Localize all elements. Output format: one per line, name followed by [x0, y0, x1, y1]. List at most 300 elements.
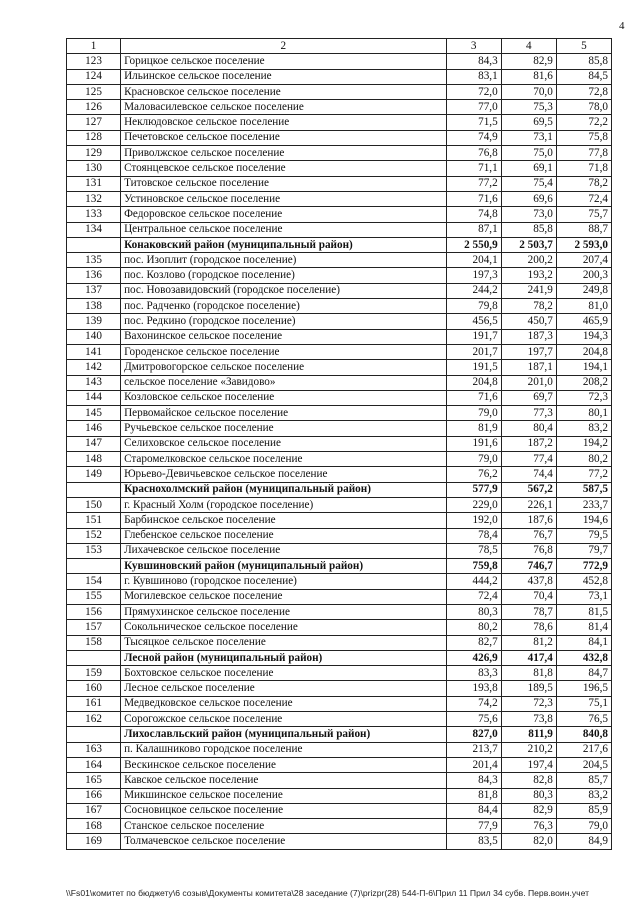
table-row — [67, 54, 612, 69]
value-col-3-cell: 2 550,9 — [446, 237, 501, 252]
settlement-name-cell: пос. Новозавидовский (городское поселение) — [121, 283, 447, 298]
row-number-cell: 155 — [67, 589, 121, 604]
value-col-4-cell: 81,2 — [501, 635, 556, 650]
value-col-5-cell: 207,4 — [556, 253, 611, 268]
row-number-cell: 123 — [67, 54, 121, 69]
table-body — [67, 39, 612, 850]
row-number-cell: 161 — [67, 696, 121, 711]
value-col-5-cell: 77,8 — [556, 146, 611, 161]
value-col-5-cell: 77,2 — [556, 467, 611, 482]
table-row — [67, 283, 612, 298]
value-col-5-cell: 194,6 — [556, 513, 611, 528]
value-col-3-cell: 74,9 — [446, 130, 501, 145]
settlement-name-cell: Кавское сельское поселение — [121, 773, 447, 788]
row-number-cell: 146 — [67, 421, 121, 436]
table-row — [67, 452, 612, 467]
value-col-4-cell: 75,4 — [501, 176, 556, 191]
value-col-3-cell: 191,6 — [446, 436, 501, 451]
value-col-5-cell: 72,2 — [556, 115, 611, 130]
value-col-4-cell: 69,7 — [501, 390, 556, 405]
table-row — [67, 421, 612, 436]
value-col-5-cell: 84,7 — [556, 666, 611, 681]
value-col-3-cell: 72,4 — [446, 589, 501, 604]
table-row — [67, 819, 612, 834]
table-row — [67, 436, 612, 451]
table-row — [67, 390, 612, 405]
page-number: 4 — [619, 20, 625, 32]
value-col-3-cell: 426,9 — [446, 650, 501, 665]
value-col-5-cell: 196,5 — [556, 681, 611, 696]
row-number-cell: 137 — [67, 283, 121, 298]
value-col-4-cell: 82,9 — [501, 54, 556, 69]
row-number-cell: 154 — [67, 574, 121, 589]
row-number-cell: 124 — [67, 69, 121, 84]
settlement-name-cell: Приволжское сельское поселение — [121, 146, 447, 161]
value-col-4-cell: 82,9 — [501, 803, 556, 818]
settlement-name-cell: Маловасилевское сельское поселение — [121, 100, 447, 115]
value-col-4-cell: 78,7 — [501, 604, 556, 619]
value-col-5-cell: 71,8 — [556, 161, 611, 176]
settlement-name-cell: Юрьево-Девичьевское сельское поселение — [121, 467, 447, 482]
row-number-cell: 129 — [67, 146, 121, 161]
value-col-3-cell: 79,8 — [446, 299, 501, 314]
table-row — [67, 528, 612, 543]
value-col-3-cell: 191,5 — [446, 360, 501, 375]
district-row — [67, 559, 612, 574]
table-row — [67, 681, 612, 696]
value-col-4-cell: 73,0 — [501, 207, 556, 222]
settlement-name-cell: Старомелковское сельское поселение — [121, 452, 447, 467]
value-col-3-cell: 79,0 — [446, 406, 501, 421]
value-col-5-cell: 78,2 — [556, 176, 611, 191]
settlement-name-cell: сельское поселение «Завидово» — [121, 375, 447, 390]
table-row — [67, 589, 612, 604]
row-number-cell: 144 — [67, 390, 121, 405]
value-col-3-cell: 76,8 — [446, 146, 501, 161]
value-col-5-cell: 84,1 — [556, 635, 611, 650]
value-col-4-cell: 69,5 — [501, 115, 556, 130]
row-number-cell: 158 — [67, 635, 121, 650]
value-col-3-cell: 84,3 — [446, 773, 501, 788]
value-col-5-cell: 79,7 — [556, 543, 611, 558]
value-col-4-cell: 76,3 — [501, 819, 556, 834]
value-col-3-cell: 79,0 — [446, 452, 501, 467]
value-col-3-cell: 82,7 — [446, 635, 501, 650]
value-col-5-cell: 72,3 — [556, 390, 611, 405]
table-row — [67, 543, 612, 558]
value-col-5-cell: 840,8 — [556, 727, 611, 742]
value-col-4-cell: 187,2 — [501, 436, 556, 451]
value-col-3-cell: 577,9 — [446, 482, 501, 497]
row-number-cell: 132 — [67, 191, 121, 206]
value-col-5-cell: 75,1 — [556, 696, 611, 711]
value-col-4-cell: 73,8 — [501, 712, 556, 727]
value-col-5-cell: 72,4 — [556, 191, 611, 206]
value-col-3-cell: 244,2 — [446, 283, 501, 298]
settlement-name-cell: Сосновицкое сельское поселение — [121, 803, 447, 818]
value-col-5-cell: 84,9 — [556, 834, 611, 849]
settlement-name-cell: Козловское сельское поселение — [121, 390, 447, 405]
value-col-4-cell: 77,3 — [501, 406, 556, 421]
settlement-name-cell: Могилевское сельское поселение — [121, 589, 447, 604]
value-col-5-cell: 80,2 — [556, 452, 611, 467]
value-col-4-cell: 201,0 — [501, 375, 556, 390]
value-col-3-cell: 204,1 — [446, 253, 501, 268]
row-number-cell — [67, 727, 121, 742]
row-number-cell: 152 — [67, 528, 121, 543]
table-row — [67, 161, 612, 176]
value-col-4-cell: 85,8 — [501, 222, 556, 237]
settlement-name-cell: п. Калашниково городское поселение — [121, 742, 447, 757]
table-row — [67, 146, 612, 161]
table-row — [67, 620, 612, 635]
settlement-name-cell: Барбинское сельское поселение — [121, 513, 447, 528]
value-col-4-cell: 2 503,7 — [501, 237, 556, 252]
settlement-name-cell: Бохтовское сельское поселение — [121, 666, 447, 681]
row-number-cell: 150 — [67, 497, 121, 512]
table-row — [67, 513, 612, 528]
value-col-5-cell: 85,9 — [556, 803, 611, 818]
table-row — [67, 406, 612, 421]
table-row — [67, 666, 612, 681]
value-col-5-cell: 208,2 — [556, 375, 611, 390]
value-col-3-cell: 444,2 — [446, 574, 501, 589]
value-col-3-cell: 71,6 — [446, 390, 501, 405]
row-number-cell: 160 — [67, 681, 121, 696]
value-col-3-cell: 204,8 — [446, 375, 501, 390]
table-row — [67, 329, 612, 344]
table-row — [67, 467, 612, 482]
value-col-4-cell: 437,8 — [501, 574, 556, 589]
settlement-name-cell: Конаковский район (муниципальный район) — [121, 237, 447, 252]
settlement-name-cell: Лихачевское сельское поселение — [121, 543, 447, 558]
table-row — [67, 207, 612, 222]
value-col-3-cell: 87,1 — [446, 222, 501, 237]
row-number-cell: 148 — [67, 452, 121, 467]
row-number-cell: 143 — [67, 375, 121, 390]
value-col-3-cell: 80,2 — [446, 620, 501, 635]
settlement-name-cell: Сокольническое сельское поселение — [121, 620, 447, 635]
value-col-5-cell: 432,8 — [556, 650, 611, 665]
settlement-name-cell: Стоянцевское сельское поселение — [121, 161, 447, 176]
value-col-3-cell: 827,0 — [446, 727, 501, 742]
settlement-name-cell: Медведковское сельское поселение — [121, 696, 447, 711]
value-col-5-cell: 80,1 — [556, 406, 611, 421]
table-row — [67, 84, 612, 99]
settlement-name-cell: Сорогожское сельское поселение — [121, 712, 447, 727]
header-col-1: 1 — [67, 39, 121, 54]
district-row — [67, 727, 612, 742]
value-col-4-cell: 187,6 — [501, 513, 556, 528]
value-col-4-cell: 75,0 — [501, 146, 556, 161]
settlement-name-cell: г. Кувшиново (городское поселение) — [121, 574, 447, 589]
settlement-name-cell: Лесной район (муниципальный район) — [121, 650, 447, 665]
value-col-4-cell: 70,4 — [501, 589, 556, 604]
value-col-3-cell: 456,5 — [446, 314, 501, 329]
settlement-name-cell: Лесное сельское поселение — [121, 681, 447, 696]
value-col-5-cell: 194,1 — [556, 360, 611, 375]
settlement-name-cell: г. Красный Холм (городское поселение) — [121, 497, 447, 512]
value-col-3-cell: 83,5 — [446, 834, 501, 849]
value-col-5-cell: 72,8 — [556, 84, 611, 99]
value-col-3-cell: 76,2 — [446, 467, 501, 482]
settlement-name-cell: Лихославльский район (муниципальный район) — [121, 727, 447, 742]
district-row — [67, 237, 612, 252]
value-col-5-cell: 81,4 — [556, 620, 611, 635]
district-row — [67, 482, 612, 497]
settlement-name-cell: Горицкое сельское поселение — [121, 54, 447, 69]
row-number-cell: 157 — [67, 620, 121, 635]
value-col-5-cell: 772,9 — [556, 559, 611, 574]
value-col-4-cell: 241,9 — [501, 283, 556, 298]
value-col-3-cell: 78,4 — [446, 528, 501, 543]
value-col-4-cell: 197,7 — [501, 344, 556, 359]
row-number-cell — [67, 482, 121, 497]
value-col-4-cell: 78,6 — [501, 620, 556, 635]
settlement-name-cell: Ильинское сельское поселение — [121, 69, 447, 84]
value-col-3-cell: 201,7 — [446, 344, 501, 359]
table-row — [67, 299, 612, 314]
value-col-5-cell: 75,8 — [556, 130, 611, 145]
value-col-4-cell: 75,3 — [501, 100, 556, 115]
value-col-5-cell: 81,5 — [556, 604, 611, 619]
settlement-name-cell: Титовское сельское поселение — [121, 176, 447, 191]
settlement-name-cell: Толмачевское сельское поселение — [121, 834, 447, 849]
value-col-3-cell: 213,7 — [446, 742, 501, 757]
table-row — [67, 604, 612, 619]
row-number-cell: 130 — [67, 161, 121, 176]
row-number-cell: 168 — [67, 819, 121, 834]
value-col-5-cell: 194,2 — [556, 436, 611, 451]
budget-table — [66, 38, 612, 850]
settlement-name-cell: Дмитровогорское сельское поселение — [121, 360, 447, 375]
value-col-3-cell: 83,1 — [446, 69, 501, 84]
table-row — [67, 314, 612, 329]
row-number-cell: 140 — [67, 329, 121, 344]
table-row — [67, 788, 612, 803]
settlement-name-cell: Тысяцкое сельское поселение — [121, 635, 447, 650]
value-col-5-cell: 204,8 — [556, 344, 611, 359]
value-col-5-cell: 73,1 — [556, 589, 611, 604]
table-row — [67, 803, 612, 818]
value-col-4-cell: 76,7 — [501, 528, 556, 543]
value-col-3-cell: 75,6 — [446, 712, 501, 727]
value-col-4-cell: 70,0 — [501, 84, 556, 99]
table-row — [67, 176, 612, 191]
settlement-name-cell: Микшинское сельское поселение — [121, 788, 447, 803]
value-col-4-cell: 72,3 — [501, 696, 556, 711]
header-col-4: 4 — [501, 39, 556, 54]
value-col-3-cell: 77,9 — [446, 819, 501, 834]
settlement-name-cell: Кувшиновский район (муниципальный район) — [121, 559, 447, 574]
row-number-cell: 138 — [67, 299, 121, 314]
settlement-name-cell: Устиновское сельское поселение — [121, 191, 447, 206]
settlement-name-cell: Краснохолмский район (муниципальный район) — [121, 482, 447, 497]
row-number-cell: 145 — [67, 406, 121, 421]
value-col-5-cell: 200,3 — [556, 268, 611, 283]
value-col-3-cell: 192,0 — [446, 513, 501, 528]
value-col-3-cell: 83,3 — [446, 666, 501, 681]
settlement-name-cell: Селиховское сельское поселение — [121, 436, 447, 451]
row-number-cell: 141 — [67, 344, 121, 359]
value-col-3-cell: 84,3 — [446, 54, 501, 69]
value-col-3-cell: 77,2 — [446, 176, 501, 191]
row-number-cell: 163 — [67, 742, 121, 757]
row-number-cell — [67, 650, 121, 665]
value-col-3-cell: 74,8 — [446, 207, 501, 222]
header-col-2: 2 — [121, 39, 447, 54]
row-number-cell — [67, 237, 121, 252]
row-number-cell: 126 — [67, 100, 121, 115]
value-col-4-cell: 80,4 — [501, 421, 556, 436]
value-col-4-cell: 210,2 — [501, 742, 556, 757]
value-col-3-cell: 191,7 — [446, 329, 501, 344]
row-number-cell: 136 — [67, 268, 121, 283]
settlement-name-cell: пос. Редкино (городское поселение) — [121, 314, 447, 329]
settlement-name-cell: пос. Козлово (городское поселение) — [121, 268, 447, 283]
row-number-cell: 149 — [67, 467, 121, 482]
table-row — [67, 497, 612, 512]
value-col-4-cell: 187,1 — [501, 360, 556, 375]
value-col-4-cell: 226,1 — [501, 497, 556, 512]
value-col-5-cell: 79,0 — [556, 819, 611, 834]
value-col-5-cell: 249,8 — [556, 283, 611, 298]
settlement-name-cell: пос. Радченко (городское поселение) — [121, 299, 447, 314]
row-number-cell: 134 — [67, 222, 121, 237]
table-row — [67, 191, 612, 206]
value-col-4-cell: 80,3 — [501, 788, 556, 803]
value-col-5-cell: 78,0 — [556, 100, 611, 115]
row-number-cell — [67, 559, 121, 574]
value-col-4-cell: 567,2 — [501, 482, 556, 497]
settlement-name-cell: Вескинское сельское поселение — [121, 757, 447, 772]
settlement-name-cell: Федоровское сельское поселение — [121, 207, 447, 222]
row-number-cell: 147 — [67, 436, 121, 451]
value-col-3-cell: 81,9 — [446, 421, 501, 436]
value-col-5-cell: 85,8 — [556, 54, 611, 69]
value-col-5-cell: 85,7 — [556, 773, 611, 788]
value-col-5-cell: 452,8 — [556, 574, 611, 589]
value-col-5-cell: 81,0 — [556, 299, 611, 314]
table-row — [67, 834, 612, 849]
settlement-name-cell: Глебенское сельское поселение — [121, 528, 447, 543]
value-col-5-cell: 84,5 — [556, 69, 611, 84]
header-col-3: 3 — [446, 39, 501, 54]
row-number-cell: 127 — [67, 115, 121, 130]
value-col-3-cell: 197,3 — [446, 268, 501, 283]
settlement-name-cell: Печетовское сельское поселение — [121, 130, 447, 145]
value-col-4-cell: 81,8 — [501, 666, 556, 681]
value-col-4-cell: 77,4 — [501, 452, 556, 467]
row-number-cell: 142 — [67, 360, 121, 375]
table-header-row — [67, 39, 612, 54]
row-number-cell: 169 — [67, 834, 121, 849]
row-number-cell: 156 — [67, 604, 121, 619]
settlement-name-cell: Красновское сельское поселение — [121, 84, 447, 99]
value-col-5-cell: 76,5 — [556, 712, 611, 727]
value-col-4-cell: 200,2 — [501, 253, 556, 268]
value-col-3-cell: 71,5 — [446, 115, 501, 130]
value-col-3-cell: 74,2 — [446, 696, 501, 711]
value-col-5-cell: 587,5 — [556, 482, 611, 497]
value-col-4-cell: 417,4 — [501, 650, 556, 665]
table-row — [67, 253, 612, 268]
settlement-name-cell: Вахонинское сельское поселение — [121, 329, 447, 344]
value-col-3-cell: 71,6 — [446, 191, 501, 206]
row-number-cell: 162 — [67, 712, 121, 727]
table-row — [67, 344, 612, 359]
value-col-3-cell: 77,0 — [446, 100, 501, 115]
value-col-5-cell: 194,3 — [556, 329, 611, 344]
value-col-5-cell: 88,7 — [556, 222, 611, 237]
value-col-5-cell: 465,9 — [556, 314, 611, 329]
value-col-4-cell: 73,1 — [501, 130, 556, 145]
value-col-4-cell: 78,2 — [501, 299, 556, 314]
table-row — [67, 115, 612, 130]
row-number-cell: 128 — [67, 130, 121, 145]
value-col-4-cell: 81,6 — [501, 69, 556, 84]
value-col-4-cell: 187,3 — [501, 329, 556, 344]
header-col-5: 5 — [556, 39, 611, 54]
table-row — [67, 360, 612, 375]
district-row — [67, 650, 612, 665]
value-col-3-cell: 72,0 — [446, 84, 501, 99]
value-col-4-cell: 193,2 — [501, 268, 556, 283]
value-col-3-cell: 81,8 — [446, 788, 501, 803]
row-number-cell: 164 — [67, 757, 121, 772]
footer-file-path: \\Fs01\комитет по бюджету\6 созыв\Документы комитета\28 заседание (7)\prizpr(28) 544-П-6\Прил 11 Прил 34 субв. Перв.воин.учет — [66, 888, 590, 898]
settlement-name-cell: Ручьевское сельское поселение — [121, 421, 447, 436]
table-row — [67, 268, 612, 283]
table-row — [67, 773, 612, 788]
value-col-4-cell: 746,7 — [501, 559, 556, 574]
value-col-5-cell: 83,2 — [556, 421, 611, 436]
value-col-4-cell: 74,4 — [501, 467, 556, 482]
row-number-cell: 153 — [67, 543, 121, 558]
value-col-5-cell: 204,5 — [556, 757, 611, 772]
table-row — [67, 757, 612, 772]
table-row — [67, 574, 612, 589]
value-col-3-cell: 84,4 — [446, 803, 501, 818]
row-number-cell: 159 — [67, 666, 121, 681]
table-row — [67, 100, 612, 115]
settlement-name-cell: пос. Изоплит (городское поселение) — [121, 253, 447, 268]
value-col-4-cell: 450,7 — [501, 314, 556, 329]
value-col-3-cell: 71,1 — [446, 161, 501, 176]
value-col-4-cell: 76,8 — [501, 543, 556, 558]
value-col-4-cell: 82,0 — [501, 834, 556, 849]
value-col-5-cell: 83,2 — [556, 788, 611, 803]
value-col-5-cell: 217,6 — [556, 742, 611, 757]
table-row — [67, 712, 612, 727]
row-number-cell: 133 — [67, 207, 121, 222]
value-col-4-cell: 189,5 — [501, 681, 556, 696]
settlement-name-cell: Прямухинское сельское поселение — [121, 604, 447, 619]
table-row — [67, 742, 612, 757]
settlement-name-cell: Городенское сельское поселение — [121, 344, 447, 359]
value-col-3-cell: 201,4 — [446, 757, 501, 772]
value-col-4-cell: 69,6 — [501, 191, 556, 206]
row-number-cell: 135 — [67, 253, 121, 268]
value-col-5-cell: 233,7 — [556, 497, 611, 512]
table-row — [67, 375, 612, 390]
value-col-5-cell: 75,7 — [556, 207, 611, 222]
row-number-cell: 167 — [67, 803, 121, 818]
table-row — [67, 635, 612, 650]
table-row — [67, 696, 612, 711]
row-number-cell: 139 — [67, 314, 121, 329]
row-number-cell: 166 — [67, 788, 121, 803]
